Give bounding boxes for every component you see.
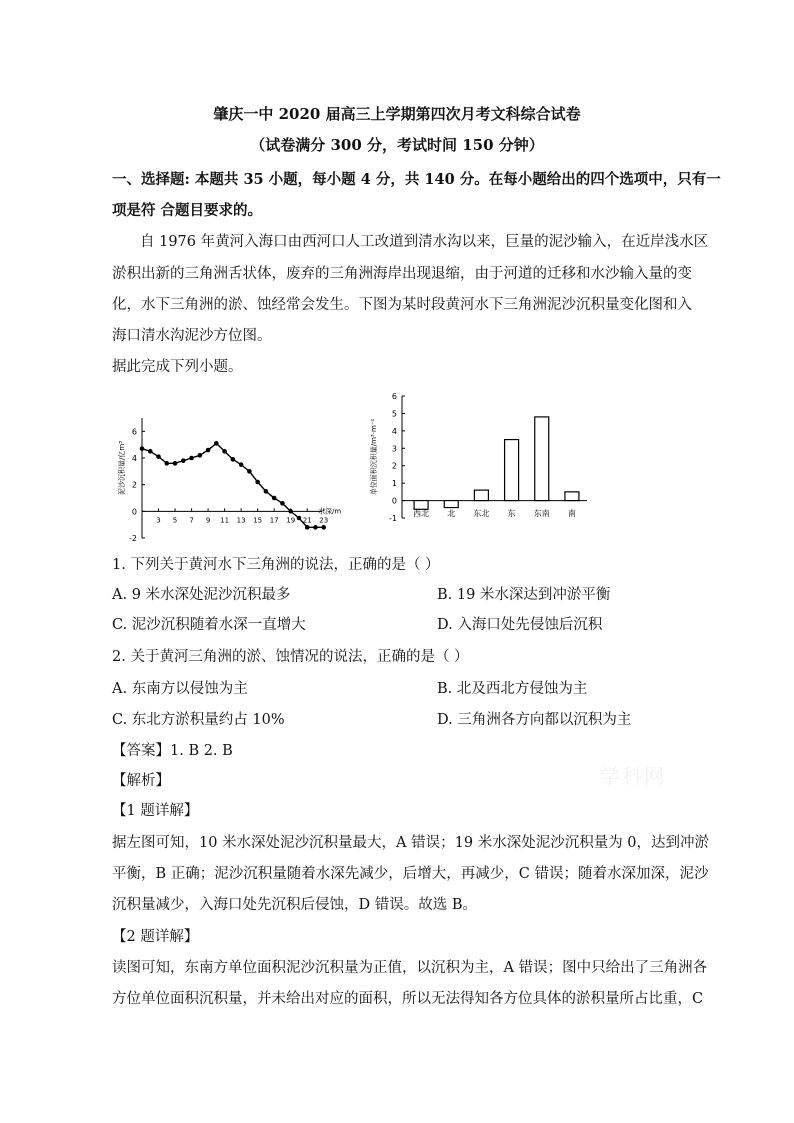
section-heading-cont: 项是符 合题目要求的。	[112, 202, 263, 219]
data-point	[206, 448, 211, 453]
y-tick-label: 0	[391, 496, 397, 506]
question-1-option-c: C. 泥沙沉积随着水深一直增大	[112, 617, 306, 633]
y-tick-label: 1	[391, 479, 397, 489]
x-axis-title: 水深/m	[318, 507, 342, 516]
y-tick-label: 4	[131, 454, 137, 463]
y-tick-label: 4	[391, 426, 397, 436]
y-tick-label: -1	[389, 514, 397, 523]
category-label: 北	[447, 509, 456, 518]
detail-1-text-line: 据左图可知，10 米水深处泥沙沉积量最大，A 错误；19 米水深处泥沙沉积量为 0，达到冲淤	[112, 835, 710, 851]
data-point	[198, 453, 203, 458]
detail-2-text-line: 方位单位面积沉积量，并未给出对应的面积，所以无法得知各方位具体的淤积量所占比重，C	[112, 991, 704, 1007]
x-tick-label: 7	[189, 516, 194, 525]
data-point	[148, 449, 153, 454]
x-tick-label: 19	[286, 516, 296, 525]
data-point	[239, 462, 244, 467]
detail-2-text-line: 读图可知，东南方单位面积泥沙沉积量为正值，以沉积为主，A 错误；图中只给出了三角洲各	[112, 960, 708, 976]
data-point	[288, 509, 293, 514]
x-tick-label: 21	[302, 516, 312, 525]
data-point	[313, 525, 318, 530]
question-1-stem: 1. 下列关于黄河水下三角洲的说法，正确的是（ ）	[112, 557, 440, 573]
bar	[535, 417, 549, 501]
category-label: 东	[507, 509, 516, 518]
watermark: 学科网	[600, 764, 666, 788]
series-line	[142, 443, 324, 527]
data-point	[156, 454, 161, 459]
x-tick-label: 15	[253, 516, 263, 525]
y-tick-label: 3	[391, 444, 397, 454]
sediment-depth-line-chart	[112, 408, 342, 558]
question-1-option-b: B. 19 米水深达到冲淤平衡	[437, 587, 611, 603]
data-point	[164, 461, 169, 466]
y-axis-title: 泥沙沉积量/亿m³	[118, 441, 126, 495]
y-tick-label: -2	[129, 534, 137, 543]
detail-1-text-line: 平衡，B 正确；泥沙沉积量随着水深先减少，后增大，再减少，C 错误；随着水深加深，泥沙	[112, 866, 709, 882]
direction-bar-chart	[362, 388, 592, 538]
y-tick-label: 2	[131, 480, 137, 490]
data-point	[181, 458, 186, 463]
section-heading: 一、选择题: 本题共 35 小题，每小题 4 分，共 140 分。在每小题给出的四个选项中，只有一	[112, 171, 721, 188]
intro-instruction: 据此完成下列小题。	[112, 359, 243, 375]
detail-1-text-line: 沉积量减少，入海口处先沉积后侵蚀，D 错误。故选 B。	[112, 897, 477, 913]
y-tick-label: 5	[391, 409, 397, 419]
x-tick-label: 3	[156, 516, 161, 525]
data-point	[297, 516, 302, 521]
question-2-option-d: D. 三角洲各方向都以沉积为主	[437, 712, 632, 728]
intro-paragraph-line: 自 1976 年黄河入海口由西河口人工改道到清水沟以来，巨量的泥沙输入，在近岸浅水区	[140, 234, 709, 250]
detail-2-heading: 【2 题详解】	[112, 929, 199, 945]
category-label: 西北	[413, 509, 430, 518]
analysis-heading: 【解析】	[112, 773, 170, 789]
question-2-option-b: B. 北及西北方侵蚀为主	[437, 681, 588, 697]
x-tick-label: 17	[269, 516, 279, 525]
data-point	[305, 525, 310, 530]
y-tick-label: 2	[391, 461, 397, 471]
y-tick-label: 6	[131, 427, 137, 437]
question-1-option-d: D. 入海口处先侵蚀后沉积	[437, 617, 603, 633]
data-point	[321, 525, 326, 530]
exam-subtitle: （试卷满分 300 分，考试时间 150 分钟）	[250, 136, 544, 154]
intro-paragraph-line: 海口清水沟泥沙方位图。	[112, 328, 272, 344]
x-tick-label: 13	[236, 516, 246, 525]
y-axis-title: 单位面积沉积量/m³·m⁻²	[370, 418, 378, 496]
data-point	[264, 489, 269, 494]
category-label: 南	[567, 509, 576, 518]
category-label: 东南	[533, 509, 550, 518]
question-2-option-a: A. 东南方以侵蚀为主	[112, 681, 248, 697]
data-point	[231, 457, 236, 462]
data-point	[222, 449, 227, 454]
x-tick-label: 9	[205, 516, 211, 525]
x-tick-label: 5	[172, 516, 178, 525]
y-tick-label: 0	[131, 507, 137, 517]
bar	[505, 440, 519, 501]
category-label: 东北	[473, 509, 490, 518]
figure-area	[112, 388, 592, 543]
x-tick-label: 23	[319, 516, 329, 525]
intro-paragraph-line: 化，水下三角洲的淤、蚀经常会发生。下图为某时段黄河水下三角洲泥沙沉积量变化图和入	[112, 297, 692, 313]
exam-title: 肇庆一中 2020 届高三上学期第四次月考文科综合试卷	[213, 105, 581, 123]
question-2-stem: 2. 关于黄河三角洲的淤、蚀情况的说法，正确的是（ ）	[112, 649, 469, 665]
bar	[565, 492, 579, 501]
data-point	[173, 461, 178, 466]
bar	[414, 501, 428, 510]
y-tick-label: 6	[391, 392, 397, 401]
intro-paragraph-line: 淤积出新的三角洲舌状体，废弃的三角洲海岸出现退缩，由于河道的迁移和水沙输入量的变	[112, 266, 692, 282]
data-point	[280, 501, 285, 506]
bar	[474, 490, 488, 500]
data-point	[214, 441, 219, 446]
data-point	[255, 480, 260, 485]
question-1-option-a: A. 9 米水深处泥沙沉积最多	[112, 587, 291, 603]
question-2-option-c: C. 东北方淤积量约占 10%	[112, 712, 285, 728]
detail-1-heading: 【1 题详解】	[112, 803, 199, 819]
data-point	[189, 456, 194, 461]
data-point	[272, 496, 277, 501]
x-tick-label: 11	[220, 516, 230, 525]
data-point	[247, 469, 252, 474]
answer-line: 【答案】1. B 2. B	[112, 743, 233, 759]
data-point	[140, 446, 145, 451]
bar	[444, 501, 458, 508]
